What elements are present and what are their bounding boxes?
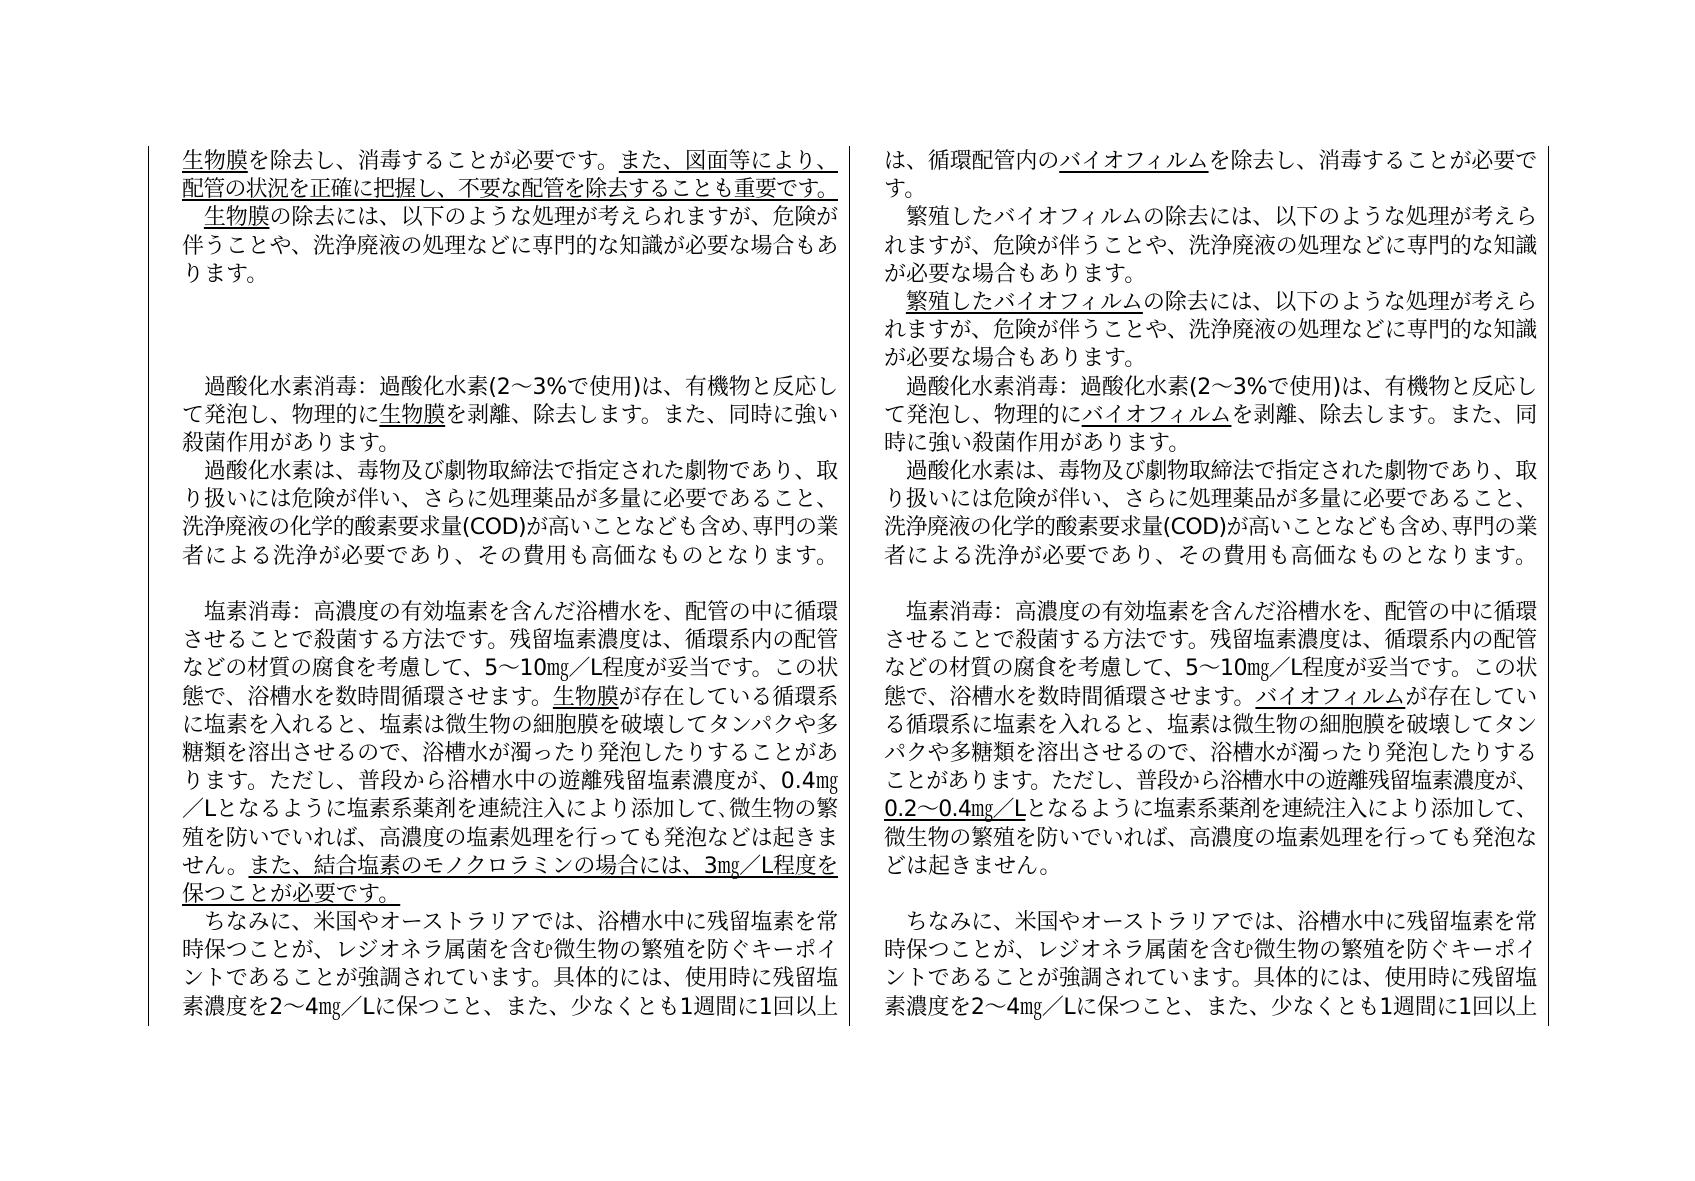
text-line: [182, 853, 838, 881]
text-line: [182, 796, 838, 824]
text-line: [884, 627, 1537, 655]
body-text: パクや多糖類を溶出させるので、浴槽水が濁ったり発泡したりする: [884, 740, 1537, 766]
body-text: 塩素消毒：高濃度の有効塩素を含んだ浴槽水を、配管の中に循環: [884, 600, 1537, 625]
underlined-revision-text: 0.2～0.4㎎／L: [884, 797, 1026, 823]
text-line: [182, 994, 838, 1022]
body-text: 糖類を溶出させるので、浴槽水が濁ったり発泡したりすることがあ: [182, 740, 838, 766]
body-text: れますが、危険が伴うことや、洗浄廃液の処理などに専門的な知識: [884, 233, 1537, 259]
body-text: ちなみに、米国やオーストラリアでは、浴槽水中に残留塩素を常: [182, 910, 838, 936]
text-line: [182, 965, 838, 993]
body-text: ります。: [182, 261, 269, 287]
body-text: て発泡し、物理的に: [884, 402, 1082, 428]
body-text: が存在している循環系: [618, 684, 838, 710]
text-line: [182, 909, 838, 937]
underlined-revision-text: 生物膜: [182, 149, 248, 174]
text-line: [182, 148, 838, 176]
text-line: [884, 458, 1537, 486]
underlined-revision-text: また、結合塩素のモノクロラミンの場合には、3㎎／L程度を: [248, 853, 838, 879]
text-line: [182, 402, 838, 430]
text-line: [182, 768, 838, 796]
underlined-revision-text: 配管の状況を正確に把握し、不要な配管を除去することも重要です。: [182, 177, 838, 203]
body-text: 過酸化水素消毒：過酸化水素(2～3%で使用)は、有機物と反応し: [182, 374, 838, 400]
body-text: 過酸化水素は、毒物及び劇物取締法で指定された劇物であり、取: [182, 459, 838, 485]
text-line: [884, 402, 1537, 430]
body-text: 過酸化水素は、毒物及び劇物取締法で指定された劇物であり、取: [884, 459, 1537, 485]
text-line: [884, 571, 1537, 599]
left-border-rule: [148, 146, 149, 1026]
body-text: 者による洗浄が必要であり、その費用も高価なものとなります。: [182, 543, 838, 569]
body-text: 洗浄廃液の化学的酸素要求量(COD)が高いことなども含め､専門の業: [182, 515, 838, 541]
underlined-revision-text: 保つことが必要です。: [182, 881, 401, 907]
body-text: ります。ただし、普段から浴槽水中の遊離残留塩素濃度が、0.4㎎: [182, 769, 838, 795]
text-line: [182, 825, 838, 853]
text-line: [182, 289, 838, 317]
underlined-revision-text: 生物膜: [379, 402, 446, 428]
text-line: [884, 881, 1537, 909]
body-text: 過酸化水素消毒：過酸化水素(2～3%で使用)は、有機物と反応し: [884, 374, 1537, 400]
text-line: [884, 768, 1537, 796]
text-line: [884, 261, 1537, 289]
body-text: 時に強い殺菌作用があります。: [884, 430, 1191, 456]
text-line: [884, 204, 1537, 232]
body-text: 洗浄廃液の化学的酸素要求量(COD)が高いことなども含め､専門の業: [884, 515, 1537, 541]
text-line: [182, 937, 838, 965]
body-text: などの材質の腐食を考慮して、5～10㎎／L程度が妥当です。この状: [884, 656, 1537, 682]
body-text: 繁殖したバイオフィルムの除去には、以下のような処理が考えら: [884, 205, 1537, 231]
body-text: が必要な場合もあります。: [884, 261, 1147, 287]
body-text: ことがあります。ただし、普段から浴槽水中の遊離残留塩素濃度が、: [884, 769, 1537, 795]
underlined-revision-text: 繁殖したバイオフィルム: [905, 289, 1143, 315]
text-line: [884, 853, 1537, 881]
body-text: 微生物の繁殖を防いでいれば、高濃度の塩素処理を行っても発泡な: [884, 825, 1537, 851]
body-text: に塩素を入れると、塩素は微生物の細胞膜を破壊してタンパクや多: [182, 712, 838, 738]
right-column-revised-text: [884, 148, 1537, 1022]
body-text: れますが、危険が伴うことや、洗浄廃液の処理などに専門的な知識: [884, 318, 1537, 344]
body-text: り扱いには危険が伴い、さらに処理薬品が多量に必要であること、: [182, 487, 838, 513]
underlined-revision-text: 生物膜: [203, 205, 270, 231]
body-text: が存在してい: [1405, 684, 1537, 710]
underlined-revision-text: バイオフィルム: [1255, 684, 1406, 710]
text-line: [182, 712, 838, 740]
body-text: す。: [884, 177, 927, 203]
body-text: 態で、浴槽水を数時間循環させます。: [884, 684, 1256, 710]
text-line: [884, 965, 1537, 993]
text-line: [884, 994, 1537, 1022]
text-line: [182, 599, 838, 627]
text-line: [884, 374, 1537, 402]
body-text: 素濃度を2～4㎎／Lに保つこと、また、少なくとも1週間に1回以上: [182, 994, 838, 1020]
text-line: [182, 204, 838, 232]
text-line: [884, 543, 1537, 571]
text-line: [182, 430, 838, 458]
underlined-revision-text: バイオフィルム: [1081, 402, 1232, 428]
text-line: [884, 176, 1537, 204]
text-line: [884, 289, 1537, 317]
body-text: 者による洗浄が必要であり、その費用も高価なものとなります。: [884, 543, 1537, 569]
text-line: [884, 825, 1537, 853]
text-line: [884, 430, 1537, 458]
center-divider-rule: [849, 146, 850, 1026]
body-text: を剥離、除去します。また、同時に強い: [445, 402, 839, 428]
text-line: [884, 317, 1537, 345]
body-text: 殖を防いでいれば、高濃度の塩素処理を行っても発泡などは起きま: [182, 825, 838, 851]
body-text: 時保つことが、レジオネラ属菌を含む微生物の繁殖を防ぐキーポイ: [884, 938, 1537, 964]
body-text: ちなみに、米国やオーストラリアでは、浴槽水中に残留塩素を常: [884, 910, 1537, 936]
body-text: などの材質の腐食を考慮して、5～10㎎／L程度が妥当です。この状: [182, 656, 838, 682]
body-text: 態で、浴槽水を数時間循環させます。: [182, 684, 553, 710]
text-line: [182, 317, 838, 345]
left-column-original-text: [182, 148, 838, 1022]
text-line: [884, 712, 1537, 740]
text-line: [182, 486, 838, 514]
text-line: [884, 684, 1537, 712]
body-text: せん。: [182, 853, 249, 879]
text-line: [182, 514, 838, 542]
body-text: を剥離、除去します。また、同: [1231, 402, 1538, 428]
underlined-revision-text: バイオフィルム: [1059, 149, 1209, 174]
text-line: [182, 345, 838, 373]
body-text: る循環系に塩素を入れると、塩素は微生物の細胞膜を破壊してタン: [884, 712, 1537, 738]
body-text: が必要な場合もあります。: [884, 346, 1147, 372]
body-text: させることで殺菌する方法です。残留塩素濃度は、循環系内の配管: [884, 628, 1537, 654]
text-line: [884, 740, 1537, 768]
body-text: 時保つことが、レジオネラ属菌を含む微生物の繁殖を防ぐキーポイ: [182, 938, 838, 964]
body-text: 伴うことや、洗浄廃液の処理などに専門的な知識が必要な場合もあ: [182, 233, 838, 259]
text-line: [182, 627, 838, 655]
text-line: [884, 486, 1537, 514]
underlined-revision-text: また、図面等により、: [618, 149, 838, 174]
body-text: を除去し、消毒することが必要で: [1208, 149, 1537, 174]
body-text: 素濃度を2～4㎎／Lに保つこと、また、少なくとも1週間に1回以上: [884, 994, 1537, 1020]
body-text: は、循環配管内の: [884, 149, 1060, 174]
text-line: [182, 374, 838, 402]
body-text: を除去し、消毒することが必要です。: [247, 149, 619, 174]
text-line: [884, 233, 1537, 261]
text-line: [182, 881, 838, 909]
underlined-revision-text: 生物膜: [552, 684, 619, 710]
text-line: [884, 909, 1537, 937]
text-line: [182, 571, 838, 599]
body-text: [884, 290, 906, 315]
body-text: 塩素消毒：高濃度の有効塩素を含んだ浴槽水を、配管の中に循環: [182, 600, 838, 625]
body-text: ／Lとなるように塩素系薬剤を連続注入により添加して､微生物の繁: [182, 797, 838, 823]
body-text: となるように塩素系薬剤を連続注入により添加して、: [1025, 797, 1537, 823]
body-text: て発泡し、物理的に: [182, 402, 380, 428]
text-line: [182, 233, 838, 261]
body-text: [182, 205, 204, 230]
text-line: [182, 261, 838, 289]
text-line: [884, 599, 1537, 627]
text-line: [884, 148, 1537, 176]
body-text: の除去には、以下のような処理が考えら: [1142, 289, 1537, 315]
body-text: の除去には、以下のような処理が考えられますが、危険が: [269, 205, 838, 231]
body-text: 殺菌作用があります。: [182, 430, 401, 456]
text-line: [182, 684, 838, 712]
text-line: [182, 543, 838, 571]
text-line: [884, 655, 1537, 683]
body-text: ントであることが強調されています。具体的には、使用時に残留塩: [884, 966, 1537, 992]
body-text: ントであることが強調されています。具体的には、使用時に残留塩: [182, 966, 838, 992]
text-line: [884, 937, 1537, 965]
text-line: [182, 655, 838, 683]
body-text: どは起きません。: [884, 853, 1062, 879]
text-line: [884, 514, 1537, 542]
body-text: させることで殺菌する方法です。残留塩素濃度は、循環系内の配管: [182, 628, 838, 654]
text-line: [182, 740, 838, 768]
right-border-rule: [1548, 146, 1549, 1026]
text-line: [182, 176, 838, 204]
text-line: [182, 458, 838, 486]
body-text: り扱いには危険が伴い、さらに処理薬品が多量に必要であること、: [884, 487, 1537, 513]
text-line: [884, 796, 1537, 824]
text-line: [884, 345, 1537, 373]
